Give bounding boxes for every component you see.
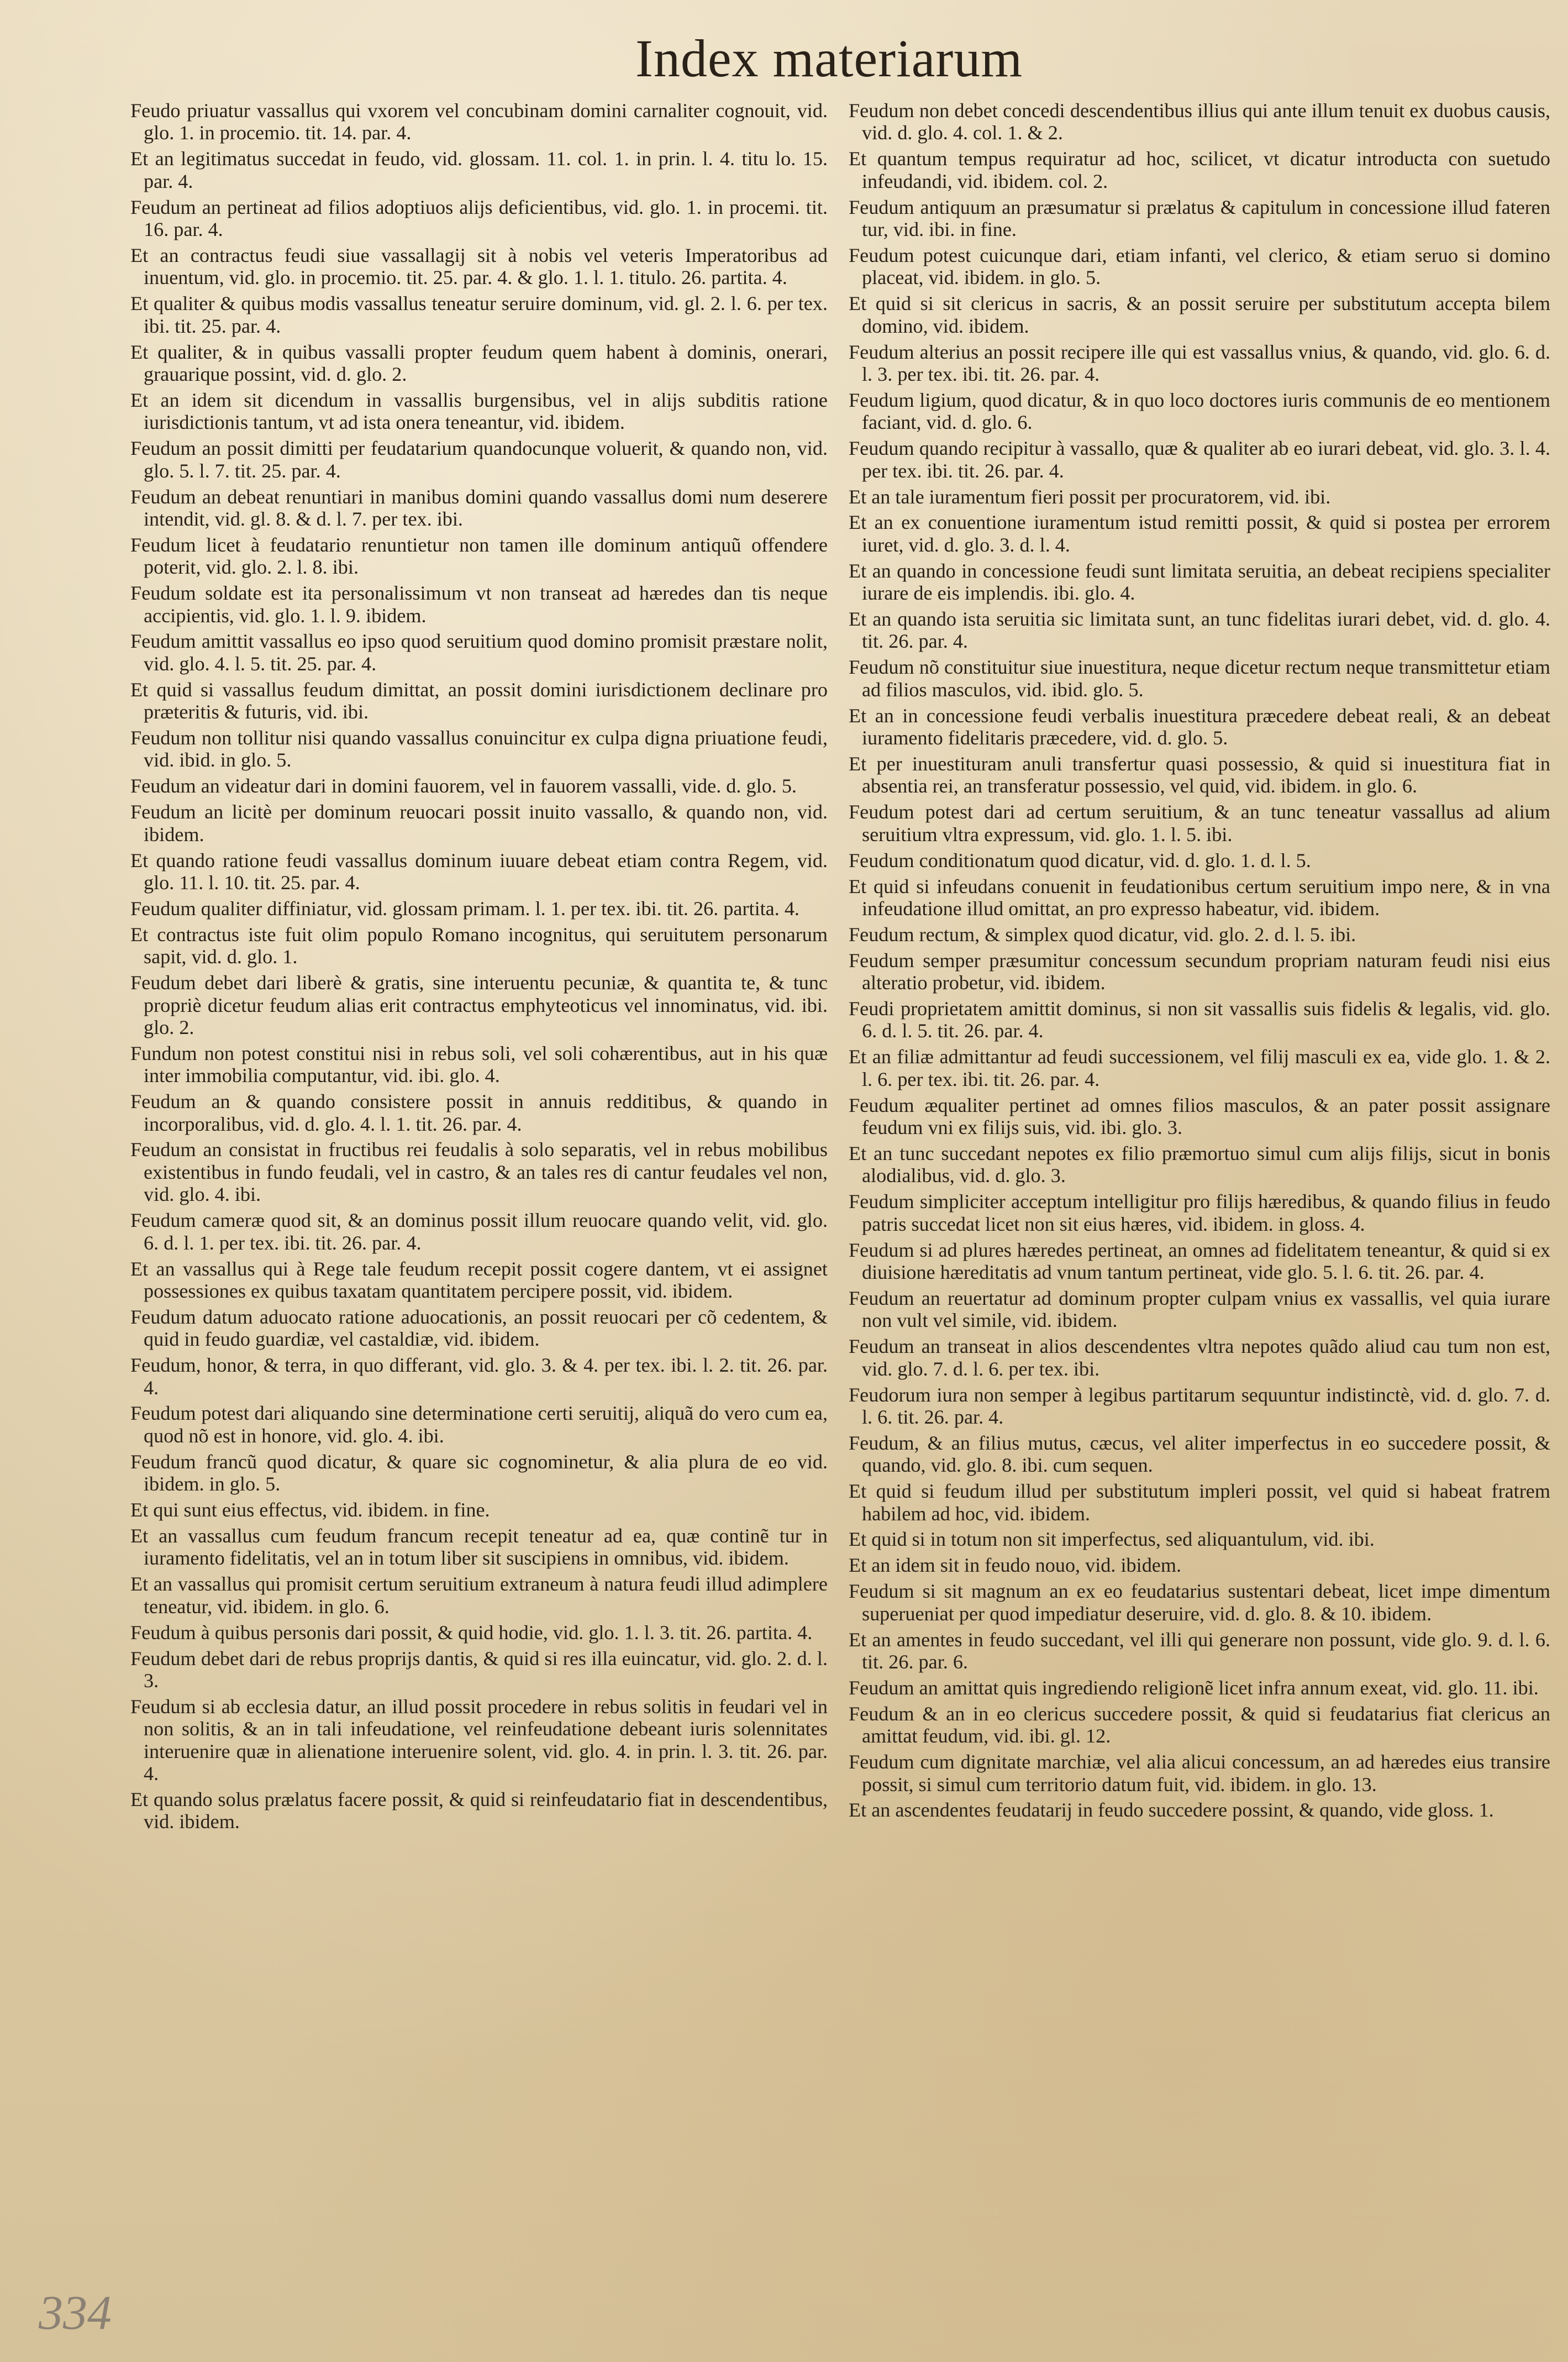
index-entry: Et quid si feudum illud per substitutum impleri possit, vel quid si habeat fratrem habilem ad hoc, vid. ibidem.	[849, 1480, 1550, 1525]
index-entry: Et an tale iuramentum fieri possit per procuratorem, vid. ibi.	[849, 485, 1331, 508]
index-entry: Et an filiæ admittantur ad feudi successionem, vel filij masculi ex ea, vide glo. 1. & 2. l. 6. per tex. ibi. tit. 26. par. 4.	[849, 1046, 1550, 1090]
index-entry: Et quid si infeudans conuenit in feudationibus certum seruitium impo nere, & in vna infeudatione illud omittat, an pro expresso habeatur, vid. ibidem.	[849, 875, 1550, 920]
index-entry: Feudum an transeat in alios descendentes vltra nepotes quãdo aliud cau tum non est, vid. glo. 7. d. l. 6. per tex. ibi.	[849, 1335, 1550, 1380]
index-entry: Feudum si sit magnum an ex eo feudatarius sustentari debeat, licet impe dimentum superueniat per quod impediatur deseruire, vid. d. glo. 8. & 10. ibidem.	[849, 1580, 1550, 1625]
index-entry: Feudum potest cuicunque dari, etiam infanti, vel clerico, & etiam seruo si domino placeat, vid. ibidem. in glo. 5.	[849, 244, 1550, 289]
index-entry: Feudorum iura non semper à legibus partitarum sequuntur indistinctè, vid. d. glo. 7. d. l. 6. tit. 26. par. 4.	[849, 1383, 1550, 1428]
index-entry: Et quando ratione feudi vassallus dominum iuuare debeat etiam contra Regem, vid. glo. 11. l. 10. tit. 25. par. 4.	[130, 849, 828, 894]
index-column-left	[130, 99, 828, 2155]
index-entry: Et an ex conuentione iuramentum istud remitti possit, & quid si postea per errorem iuret, vid. d. glo. 3. d. l. 4.	[849, 511, 1550, 556]
index-entry: Feudum conditionatum quod dicatur, vid. d. glo. 1. d. l. 5.	[849, 849, 1311, 872]
index-entry: Feudum, honor, & terra, in quo differant, vid. glo. 3. & 4. per tex. ibi. l. 2. tit. 26. par. 4.	[130, 1354, 828, 1399]
index-entry: Feudum potest dari aliquando sine determinatione certi seruitij, aliquã do vero cum ea, quod nõ est in honore, vid. glo. 4. ibi.	[130, 1402, 828, 1447]
index-entry: Feudum à quibus personis dari possit, & quid hodie, vid. glo. 1. l. 3. tit. 26. partita. 4.	[130, 1621, 813, 1644]
index-entry: Feudum rectum, & simplex quod dicatur, vid. glo. 2. d. l. 5. ibi.	[849, 923, 1356, 946]
index-entry: Feudum semper præsumitur concessum secundum propriam naturam feudi nisi eius alteratio probetur, vid. ibidem.	[849, 949, 1550, 994]
index-entry: Et an vassallus qui promisit certum seruitium extraneum à natura feudi illud adimplere teneatur, vid. ibidem. in glo. 6.	[130, 1573, 828, 1618]
index-entry: Et quantum tempus requiratur ad hoc, scilicet, vt dicatur introducta con suetudo infeudandi, vid. ibidem. col. 2.	[849, 148, 1550, 192]
index-entry: Feudum debet dari de rebus proprijs dantis, & quid si res illa euincatur, vid. glo. 2. d. l. 3.	[130, 1647, 828, 1692]
index-entry: Feudum datum aduocato ratione aduocationis, an possit reuocari per cõ cedentem, & quid in feudo guardiæ, vel castaldiæ, vid. ibidem.	[130, 1305, 828, 1351]
index-entry: Feudum non tollitur nisi quando vassallus conuincitur ex culpa digna priuatione feudi, vid. ibid. in glo. 5.	[130, 727, 828, 771]
index-entry: Feudum potest dari ad certum seruitium, & an tunc teneatur vassallus ad alium seruitium vltra expressum, vid. glo. 1. l. 5. ibi.	[849, 801, 1550, 846]
index-entry: Feudum licet à feudatario renuntietur non tamen ille dominum antiquũ offendere poterit, vid. glo. 2. l. 8. ibi.	[130, 533, 828, 579]
index-entry: Feudum cameræ quod sit, & an dominus possit illum reuocare quando velit, vid. glo. 6. d. l. 1. per tex. ibi. tit. 26. par. 4.	[130, 1209, 828, 1254]
index-entry: Fundum non potest constitui nisi in rebus soli, vel soli cohærentibus, aut in his quæ inter immobilia computantur, vid. ibi. glo. 4.	[130, 1042, 828, 1087]
index-entry: Feudum si ab ecclesia datur, an illud possit procedere in rebus solitis in feudari vel in non solitis, & an in tali infeudatione, vel reinfeudatione debeant iuris solennitates interuenire quæ in alienatione interuenire solent, vid. glo. 4. in prin. l. 3. tit. 26. par. 4.	[130, 1695, 828, 1785]
index-entry: Feudum an & quando consistere possit in annuis redditibus, & quando in incorporalibus, vid. d. glo. 4. l. 1. tit. 26. par. 4.	[130, 1090, 828, 1135]
index-entry: Et an amentes in feudo succedant, vel illi qui generare non possunt, vide glo. 9. d. l. 6. tit. 26. par. 6.	[849, 1628, 1550, 1673]
folio-number: 334	[39, 2286, 112, 2340]
index-entry: Feudum an consistat in fructibus rei feudalis à solo separatis, vel in rebus mobilibus existentibus in fundo feudali, vel in castro, & an tales res di cantur feudales vel non, vid. glo. 4. ibi.	[130, 1138, 828, 1206]
index-entry: Et an quando in concessione feudi sunt limitata seruitia, an debeat recipiens specialiter iurare de eis implendis. ibi. glo. 4.	[849, 559, 1550, 605]
index-entry: Et an legitimatus succedat in feudo, vid. glossam. 11. col. 1. in prin. l. 4. titu lo. 15. par. 4.	[130, 148, 828, 192]
index-entry: Feudum amittit vassallus eo ipso quod seruitium quod domino promisit præstare nolit, vid. glo. 4. l. 5. tit. 25. par. 4.	[130, 630, 828, 675]
index-entry: Et an quando ista seruitia sic limitata sunt, an tunc fidelitas iurari debet, vid. d. glo. 4. tit. 26. par. 4.	[849, 608, 1550, 653]
index-entry: Et qualiter, & in quibus vassalli propter feudum quem habent à dominis, onerari, grauarique possint, vid. d. glo. 2.	[130, 340, 828, 385]
index-entry: Et an vassallus cum feudum francum recepit teneatur ad ea, quæ continẽ tur in iuramento fidelitatis, vel an in totum liber sit suscipiens in omnibus, vid. ibidem.	[130, 1524, 828, 1570]
index-entry: Et qualiter & quibus modis vassallus teneatur seruire dominum, vid. gl. 2. l. 6. per tex. ibi. tit. 25. par. 4.	[130, 292, 828, 337]
index-entry: Feudum francũ quod dicatur, & quare sic cognominetur, & alia plura de eo vid. ibidem. in glo. 5.	[130, 1450, 828, 1495]
index-entry: Feudum debet dari liberè & gratis, sine interuentu pecuniæ, & quantita te, & tunc propriè dicetur feudum alias erit contractus emphyteoticus vel innominatus, vid. ibi. glo. 2.	[130, 972, 828, 1038]
index-entry: Feudum an reuertatur ad dominum propter culpam vnius ex vassallis, vel quia iurare non vult vel simile, vid. ibidem.	[849, 1287, 1550, 1332]
index-entry: Et contractus iste fuit olim populo Romano incognitus, qui seruitutem personarum sapit, vid. d. glo. 1.	[130, 923, 828, 968]
index-entry: Feudum an possit dimitti per feudatarium quandocunque voluerit, & quando non, vid. glo. 5. l. 7. tit. 25. par. 4.	[130, 437, 828, 482]
index-entry: Feudum, & an filius mutus, cæcus, vel aliter imperfectus in eo succedere possit, & quando, vid. glo. 8. ibi. cum sequen.	[849, 1431, 1550, 1477]
index-entry: Feudum nõ constituitur siue inuestitura, neque dicetur rectum neque transmittetur etiam ad filios masculos, vid. ibid. glo. 5.	[849, 656, 1550, 701]
index-entry: Et an in concessione feudi verbalis inuestitura præcedere debeat reali, & an debeat iuramento fidelitaris præcedere, vid. d. glo. 5.	[849, 704, 1550, 749]
index-entry: Feudo priuatur vassallus qui vxorem vel concubinam domini carnaliter cognouit, vid. glo. 1. in procemio. tit. 14. par. 4.	[130, 99, 828, 144]
index-entry: Feudum an videatur dari in domini fauorem, vel in fauorem vassalli, vide. d. glo. 5.	[130, 775, 797, 797]
index-entry: Feudum quando recipitur à vassallo, quæ & qualiter ab eo iurari debeat, vid. glo. 3. l. 4. per tex. ibi. tit. 26. par. 4.	[849, 437, 1550, 482]
page-title: Index materiarum	[635, 29, 1023, 88]
index-entry: Et per inuestituram anuli transfertur quasi possessio, & quid si inuestitura fiat in absentia rei, an transferatur possessio, vel quid, vid. ibidem. in glo. 6.	[849, 752, 1550, 797]
index-entry: Feudum an licitè per dominum reuocari possit inuito vassallo, & quando non, vid. ibidem.	[130, 801, 828, 846]
index-entry: Et an contractus feudi siue vassallagij sit à nobis vel veteris Imperatoribus ad inuentum, vid. glo. in procemio. tit. 25. par. 4. & glo. 1. l. 1. titulo. 26. partita. 4.	[130, 244, 828, 289]
index-entry: Et qui sunt eius effectus, vid. ibidem. in fine.	[130, 1499, 490, 1521]
index-entry: Feudum alterius an possit recipere ille qui est vassallus vnius, & quando, vid. glo. 6. d. l. 3. per tex. ibi. tit. 26. par. 4.	[849, 340, 1550, 385]
index-entry: Feudum an debeat renuntiari in manibus domini quando vassallus domi num deserere intendit, vid. gl. 8. & d. l. 7. per tex. ibi.	[130, 485, 828, 530]
index-entry: Et an ascendentes feudatarij in feudo succedere possint, & quando, vide gloss. 1.	[849, 1799, 1494, 1822]
index-entry: Et quid si in totum non sit imperfectus, sed aliquantulum, vid. ibi.	[849, 1528, 1375, 1551]
index-entry: Feudum an pertineat ad filios adoptiuos alijs deficientibus, vid. glo. 1. in procemi. tit. 16. par. 4.	[130, 196, 828, 241]
index-entry: Et an idem sit dicendum in vassallis burgensibus, vel in alijs subditis ratione iurisdictionis tantum, vt ad ista onera teneantur, vid. ibidem.	[130, 389, 828, 434]
index-entry: Feudum qualiter diffiniatur, vid. glossam primam. l. 1. per tex. ibi. tit. 26. partita. 4.	[130, 897, 799, 920]
index-entry: Et quando solus prælatus facere possit, & quid si reinfeudatario fiat in descendentibus, vid. ibidem.	[130, 1788, 828, 1833]
index-entry: Feudi proprietatem amittit dominus, si non sit vassallis suis fidelis & legalis, vid. glo. 6. d. l. 5. tit. 26. par. 4.	[849, 998, 1550, 1042]
index-entry: Feudum antiquum an præsumatur si prælatus & capitulum in concessione illud fateren tur, vid. ibi. in fine.	[849, 196, 1550, 241]
index-entry: Feudum soldate est ita personalissimum vt non transeat ad hæredes dan tis neque accipientis, vid. glo. 1. l. 9. ibidem.	[130, 582, 828, 627]
index-entry: Feudum si ad plures hæredes pertineat, an omnes ad fidelitatem teneantur, & quid si ex diuisione hæreditatis ad vnum tantum pertineat, vide glo. 5. l. 6. tit. 26. par. 4.	[849, 1238, 1550, 1283]
index-entry: Feudum æqualiter pertinet ad omnes filios masculos, & an pater possit assignare feudum vni ex filijs suis, vid. ibi. glo. 3.	[849, 1094, 1550, 1139]
index-entry: Et an vassallus qui à Rege tale feudum recepit possit cogere dantem, vt ei assignet possessiones ex quibus taxatam quantitatem percipere possit, vid. ibidem.	[130, 1257, 828, 1302]
index-column-right	[849, 99, 1550, 2155]
index-entry: Et an tunc succedant nepotes ex filio præmortuo simul cum alijs filijs, sicut in bonis alodialibus, vid. d. glo. 3.	[849, 1142, 1550, 1187]
index-entry: Et quid si sit clericus in sacris, & an possit seruire per substitutum accepta bilem domino, vid. ibidem.	[849, 292, 1550, 337]
index-entry: Feudum & an in eo clericus succedere possit, & quid si feudatarius fiat clericus an amittat feudum, vid. ibi. gl. 12.	[849, 1702, 1550, 1747]
index-entry: Feudum ligium, quod dicatur, & in quo loco doctores iuris communis de eo mentionem faciant, vid. d. glo. 6.	[849, 389, 1550, 434]
index-entry: Et an idem sit in feudo nouo, vid. ibidem.	[849, 1554, 1182, 1577]
index-entry: Feudum simpliciter acceptum intelligitur pro filijs hæredibus, & quando filius in feudo patris succedat licet non sit eius hæres, vid. ibidem. in gloss. 4.	[849, 1190, 1550, 1235]
index-entry: Feudum cum dignitate marchiæ, vel alia alicui concessum, an ad hæredes eius transire possit, si simul cum territorio datum fuit, vid. ibidem. in glo. 13.	[849, 1751, 1550, 1796]
index-entry: Et quid si vassallus feudum dimittat, an possit domini iurisdictionem declinare pro præteritis & futuris, vid. ibi.	[130, 678, 828, 723]
index-entry: Feudum non debet concedi descendentibus illius qui ante illum tenuit ex duobus causis, vid. d. glo. 4. col. 1. & 2.	[849, 99, 1550, 144]
index-entry: Feudum an amittat quis ingrediendo religionẽ licet infra annum exeat, vid. glo. 11. ibi.	[849, 1676, 1539, 1699]
